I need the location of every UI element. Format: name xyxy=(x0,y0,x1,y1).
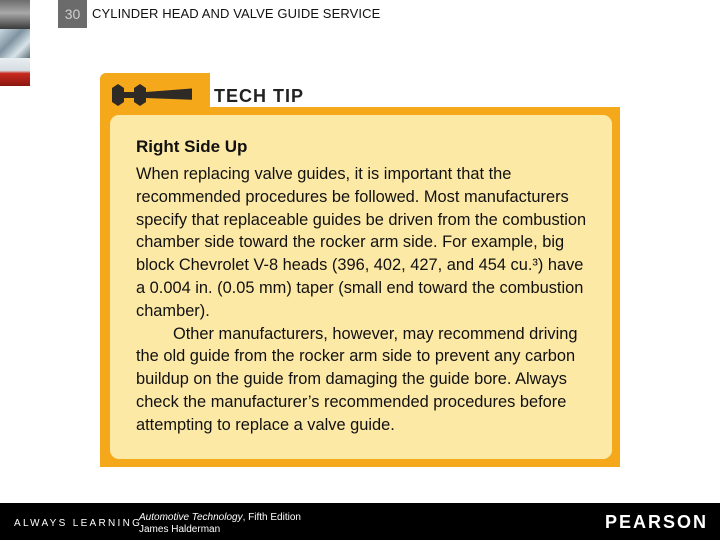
engine-thumbnail-image xyxy=(0,29,30,58)
page-title: CYLINDER HEAD AND VALVE GUIDE SERVICE xyxy=(92,6,381,21)
tip-paragraph-2: Other manufacturers, however, may recommend driving the old guide from the rocker arm side to prevent any carbon buildup on the guide from damaging the guide bore. Always check the manufacturer’s recommended procedures before attempting to replace a valve guide. xyxy=(136,324,578,434)
car-thumbnail-image xyxy=(0,0,30,29)
page-number: 30 xyxy=(58,0,87,28)
footer-bar xyxy=(0,503,720,540)
tip-title: Right Side Up xyxy=(136,137,248,156)
header-thumbnails xyxy=(0,0,30,86)
wrench-icon xyxy=(110,78,210,112)
book-author: James Halderman xyxy=(139,524,221,535)
book-citation xyxy=(139,512,301,536)
always-learning-label: ALWAYS LEARNING xyxy=(14,518,143,529)
book-title: Automotive Technology xyxy=(139,512,243,523)
book-edition: , Fifth Edition xyxy=(242,512,301,523)
tech-tip-label: TECH TIP xyxy=(214,86,305,106)
tip-paragraph-1: When replacing valve guides, it is important that the recommended procedures be followed. Most manufacturers specify that replaceable guides be driven from the combustion chamber side toward the rocker arm side. For example, big block Chevrolet V-8 heads (396, 402, 427, and 454 cu.³) have a 0.004 in. (0.05 mm) taper (small end toward the combustion chamber). xyxy=(136,165,587,320)
pearson-logo: PEARSON xyxy=(604,512,708,532)
red-car-thumbnail-image xyxy=(0,58,30,86)
tip-body xyxy=(136,163,596,437)
